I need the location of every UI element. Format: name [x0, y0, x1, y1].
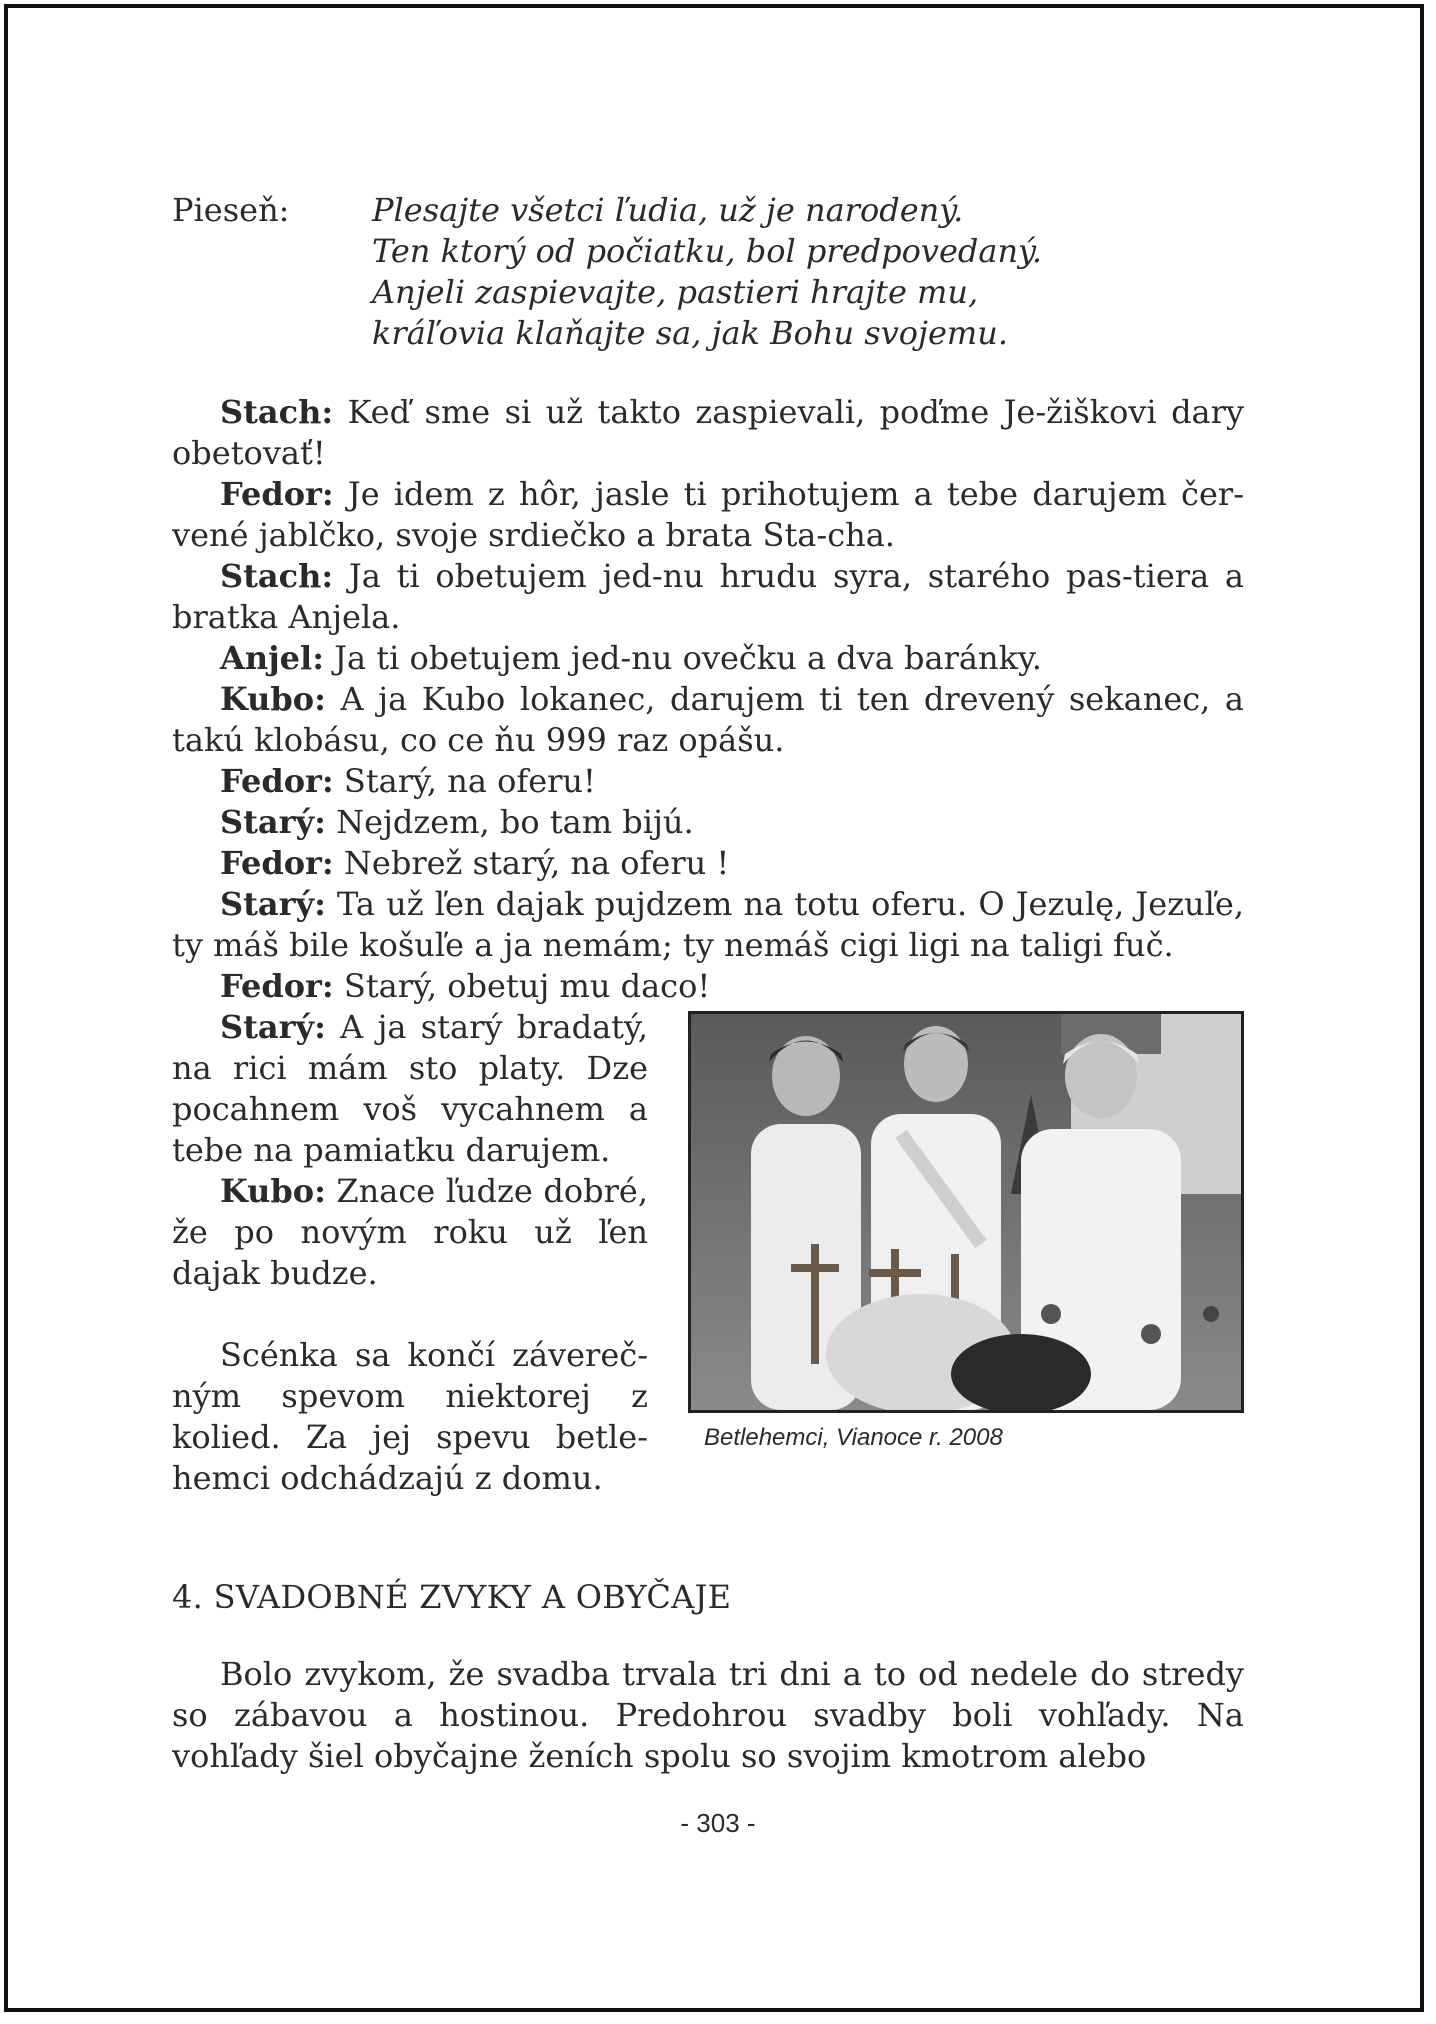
speaker: Anjel: — [220, 639, 324, 677]
line-text: Starý, obetuj mu daco! — [333, 967, 711, 1005]
dialogue — [172, 392, 1244, 1007]
photo — [688, 1011, 1244, 1413]
line-text: Znace ľudze dobré, že po novým roku už ľen dajak budze. — [172, 1172, 648, 1292]
speaker: Starý: — [220, 803, 326, 841]
section-heading: 4. SVADOBNÉ ZVYKY A OBYČAJE — [172, 1578, 732, 1616]
dialogue-line — [172, 392, 1244, 474]
speaker: Fedor: — [220, 762, 334, 800]
line-text: Je idem z hôr, jasle ti prihotujem a tebe darujem čer-vené jablčko, svoje srdiečko a brata Sta-cha. — [172, 475, 1244, 554]
line-text: Nebrež starý, na oferu ! — [333, 844, 730, 882]
page-content — [172, 190, 1244, 1777]
song-block — [172, 190, 1244, 354]
song-lyrics — [372, 190, 1042, 354]
photo-illustration — [691, 1014, 1241, 1410]
line-text: Starý, na oferu! — [333, 762, 596, 800]
speaker: Stach: — [220, 557, 334, 595]
speaker: Kubo: — [220, 1172, 326, 1210]
line-text: Keď sme si už takto zaspievali, poďme Je-žiškovi dary obetovať! — [172, 393, 1244, 472]
closing-paragraph: Scénka sa končí závereč-ným spevom niektorej z kolied. Za jej spevu betle-hemci odchádzajú z domu. — [172, 1336, 648, 1497]
line-text: Ja ti obetujem jed-nu ovečku a dva baránky. — [324, 639, 1042, 677]
line-text: A ja starý bradatý, na rici mám sto platy. Dze pocahnem voš vycahnem a tebe na pamiatku darujem. — [172, 1008, 648, 1169]
section-paragraph: Bolo zvykom, že svadba trvala tri dni a to od nedele do stredy so zábavou a hostinou. Predohrou svadby boli vohľady. Na vohľady šiel obyčajne ženích spolu so svojim kmotrom alebo — [172, 1655, 1244, 1775]
photo-figure — [688, 1011, 1244, 1453]
dialogue-line — [172, 556, 1244, 638]
dialogue-line — [172, 679, 1244, 761]
song-line: Anjeli zaspievajte, pastieri hrajte mu, — [372, 273, 979, 311]
speaker: Starý: — [220, 885, 326, 923]
speaker: Fedor: — [220, 475, 334, 513]
photo-caption: Betlehemci, Vianoce r. 2008 — [704, 1424, 1003, 1451]
dialogue-line — [172, 638, 1244, 679]
line-text: A ja Kubo lokanec, darujem ti ten drevený sekanec, a takú klobásu, co ce ňu 999 raz opášu. — [172, 680, 1244, 759]
line-text: Ja ti obetujem jed-nu hrudu syra, starého pas-tiera a bratka Anjela. — [172, 557, 1244, 636]
song-line: kráľovia klaňajte sa, jak Bohu svojemu. — [372, 314, 1009, 352]
photo-section — [172, 1007, 1244, 1499]
line-text: Ta už ľen dajak pujdzem na totu oferu. O Jezulę, Jezuľe, ty máš bile košuľe a ja nemám; ty nemáš cigi ligi na taligi fuč. — [172, 885, 1244, 964]
dialogue-line — [172, 843, 1244, 884]
dialogue-line — [172, 884, 1244, 966]
song-line: Plesajte všetci ľudia, už je narodený. — [372, 191, 964, 229]
speaker: Starý: — [220, 1008, 326, 1046]
speaker: Fedor: — [220, 967, 334, 1005]
dialogue-line — [172, 761, 1244, 802]
speaker: Kubo: — [220, 680, 326, 718]
dialogue-line — [172, 474, 1244, 556]
dialogue-line — [172, 966, 1244, 1007]
song-label: Pieseň: — [172, 191, 290, 229]
dialogue-line — [172, 802, 1244, 843]
speaker: Stach: — [220, 393, 334, 431]
speaker: Fedor: — [220, 844, 334, 882]
line-text: Nejdzem, bo tam bijú. — [325, 803, 694, 841]
song-line: Ten ktorý od počiatku, bol predpovedaný. — [372, 232, 1043, 270]
page-number: - 303 - — [680, 1808, 756, 1838]
